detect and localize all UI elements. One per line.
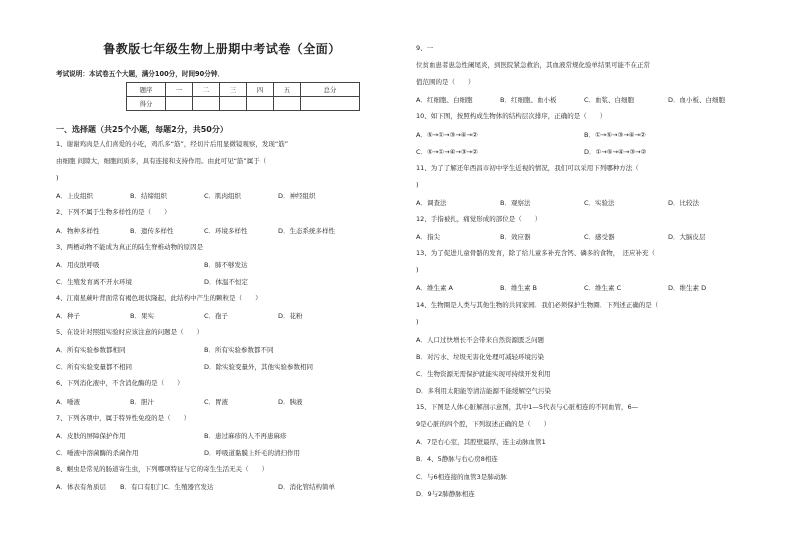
question-text: 位贫血患者患急性阑尾炎，到医院紧急救治，其血液常规化验单结果可能不在正常 [416,61,650,70]
instructions-label: 考试说明： [56,70,89,78]
exam-instructions [56,68,224,78]
answer-option[interactable]: C．实验法 [584,198,615,207]
score-cell: 四 [247,83,274,97]
answer-option[interactable]: C．与6相连接的血管3是肺动脉 [416,472,507,481]
answer-option[interactable]: B．所有实验参数都不同 [204,346,274,355]
question-text: 6、下列消化液中，不含消化酶的是（ ） [56,379,184,388]
score-table-header-row [127,83,360,97]
answer-option[interactable]: B．肺不够发达 [204,260,248,269]
answer-option[interactable]: A．7是右心室，其腔壁最厚，连主动脉血管1 [416,438,546,447]
instructions-text: 本试卷五个大题，满分100分，时间90分钟． [88,70,225,78]
score-input-cell[interactable] [220,97,247,111]
question-text: 3、两栖动物不能成为真正的陆生脊椎动物的原因是 [56,242,204,251]
score-input-cell[interactable] [193,97,220,111]
question-text: 由细胞 间隙大，细胞间质多，具有连接和支持作用。由此可见“筋”属于（ [56,157,267,166]
answer-option[interactable]: D．生态系统多样性 [278,226,336,235]
answer-option[interactable]: A．皮肤的屏障保护作用 [56,431,126,440]
answer-option[interactable]: A．体表有角质层 [56,483,106,491]
question-text: 9、一 [416,44,434,52]
score-cell: 总分 [301,83,360,97]
question-text: 8、蛔虫是常见的肠道寄生虫，下列哪项特征与它的寄生生活无关（ ） [56,464,269,473]
answer-option[interactable]: D．大脑皮层 [668,233,706,242]
question-text: 15、下图是人体心脏解剖示意图，其中1—5代表与心脏相连的不同血管，6— [416,403,639,412]
answer-option[interactable]: D．比较法 [668,198,700,207]
question-text: 值范围的是（ ） [416,78,475,87]
answer-option[interactable]: D．花粉 [278,312,303,320]
answer-option[interactable]: C．⑤→①→④→③→② [416,147,478,156]
answer-option[interactable]: A．所有实验参数都相同 [56,346,126,355]
score-cell: 三 [220,83,247,97]
answer-option[interactable]: C．肌肉组织 [204,192,242,201]
answer-option[interactable]: A．调查法 [416,198,447,207]
answer-option[interactable]: D．血小板、白细胞 [668,96,726,105]
answer-option[interactable]: A．⑤→①→③→④→② [416,130,478,139]
question-text: ) [56,174,59,183]
score-cell: 一 [166,83,193,97]
answer-option[interactable]: D．除实验变量外，其他实验参数相同 [204,363,314,372]
answer-option[interactable]: C．生物资源无需保护就能实现可持续开发利用 [416,369,551,378]
question-text: ) [416,266,419,275]
answer-option[interactable]: C．所有实验变量都不相同 [56,363,133,372]
answer-option[interactable]: D．消化管结构简单 [278,483,336,491]
answer-option[interactable]: B．患过麻疹的人不再患麻疹 [204,431,287,440]
answer-option[interactable]: A．用皮肤呼吸 [56,260,100,269]
answer-option[interactable]: D．①→⑤→④→③→② [584,147,647,156]
answer-option[interactable]: B．胆汁 [130,397,154,406]
answer-option[interactable]: A．指尖 [416,233,440,242]
answer-option[interactable]: A．维生素 A [416,284,453,293]
exam-title: 鲁教版七年级生物上册期中考试卷（全面） [103,42,341,56]
answer-option[interactable]: D．多利用太阳能等清洁能源不能缓解空气污染 [416,387,552,395]
question-text: ) [416,317,419,326]
answer-option[interactable]: B．①→⑤→③→④→② [584,130,646,139]
answer-option[interactable]: B．4、5静脉与右心房8相连 [416,455,498,464]
question-text: 12、手指被扎，痛觉形成的部位是（ ） [416,215,542,223]
score-input-cell[interactable] [166,97,193,111]
score-cell: 题序 [127,83,166,97]
answer-option[interactable]: D．神经组织 [278,192,316,201]
answer-option[interactable]: B．观察法 [500,198,531,207]
question-text: 13、为了促进儿童骨骼的发育，除了给儿童多补充含钙、磷多的食物， 还应补充（ [416,249,656,258]
score-input-cell[interactable] [274,97,301,111]
answer-option[interactable]: D．9与2肺静脉相连 [416,489,475,498]
answer-option[interactable]: A．种子 [56,312,80,320]
answer-option[interactable]: B．遗传多样性 [130,226,174,235]
answer-option[interactable]: B．果实 [130,312,154,320]
score-table [126,82,360,111]
question-text: 11、为了了解还年西昌市初中学生近视的情况，我们可以采用下列哪种方法（ [416,163,639,172]
answer-option[interactable]: A．上皮组织 [56,192,93,201]
question-text: 9是心脏的四个腔，下列叙述正确的是（ ） [416,420,551,429]
answer-option[interactable]: D．胰液 [278,397,303,406]
question-text: 5、在设计对照组实验时应该注意的问题是（ ） [56,328,204,337]
answer-option[interactable]: B．维生素 B [500,284,537,293]
answer-option[interactable]: B．效应器 [500,233,531,242]
answer-option[interactable]: C．环境多样性 [204,226,248,235]
answer-option[interactable]: B．红细胞、血小板 [500,96,557,105]
answer-option[interactable]: C．维生素 C [584,284,622,293]
answer-option[interactable]: A．红细胞、白细胞 [416,96,473,105]
answer-option[interactable]: B．对污水、垃圾无害化处理可减轻环境污染 [416,352,544,361]
question-text: 2、下列不属于生物多样性的是（ ） [56,208,171,217]
section-title: 一、选择题（共25个小题，每题2分，共50分） [56,125,228,134]
answer-option[interactable]: C．血浆、白细胞 [584,96,635,105]
question-text: ) [416,180,419,189]
answer-option[interactable]: D．维生素 D [668,284,707,293]
answer-option[interactable]: D．呼吸道黏膜上纤毛的清扫作用 [204,448,301,457]
answer-option[interactable]: C．唾液中溶菌酶的杀菌作用 [56,448,139,457]
score-table-score-row [127,97,360,111]
question-text: 7、下列各项中，属于特异性免疫的是（ ） [56,413,191,422]
answer-option[interactable]: C．感受器 [584,233,615,242]
score-input-cell[interactable] [247,97,274,111]
question-text: 1、谢谢鸡肉是人们喜爱的小吃，鸡爪多“筋”，经切片后用显微镜观察，发现“筋” [56,140,289,148]
answer-option[interactable]: C．生殖发育离不开水环境 [56,277,133,286]
answer-option[interactable]: A．物种多样性 [56,226,100,235]
answer-option[interactable]: C．孢子 [204,312,229,320]
answer-option[interactable]: B．有口有肛门C．生殖器官发达 [120,483,214,491]
answer-option[interactable]: A．唾液 [56,397,80,406]
score-input-cell[interactable] [301,97,360,111]
score-cell: 五 [274,83,301,97]
score-cell: 得分 [127,97,166,111]
question-text: 10、如下图，按照构成生物体的结构层次排序，正确的是（ ） [416,112,607,121]
answer-option[interactable]: C．胃液 [204,397,229,406]
answer-option[interactable]: B．结缔组织 [130,192,167,201]
question-text: 4、江南星蕨叶背面常有褐色斑状隆起，此结构中产生的颗粒是（ ） [56,293,262,302]
score-cell: 二 [193,83,220,97]
question-text: 14、生物圈是人类与其他生物的共同家园．我们必须保护生物圈．下列述正确的是（ [416,300,659,309]
answer-option[interactable]: D．体温不恒定 [204,277,249,286]
answer-option[interactable]: A．人口过快增长不会带来自然资源匮乏问题 [416,335,544,344]
